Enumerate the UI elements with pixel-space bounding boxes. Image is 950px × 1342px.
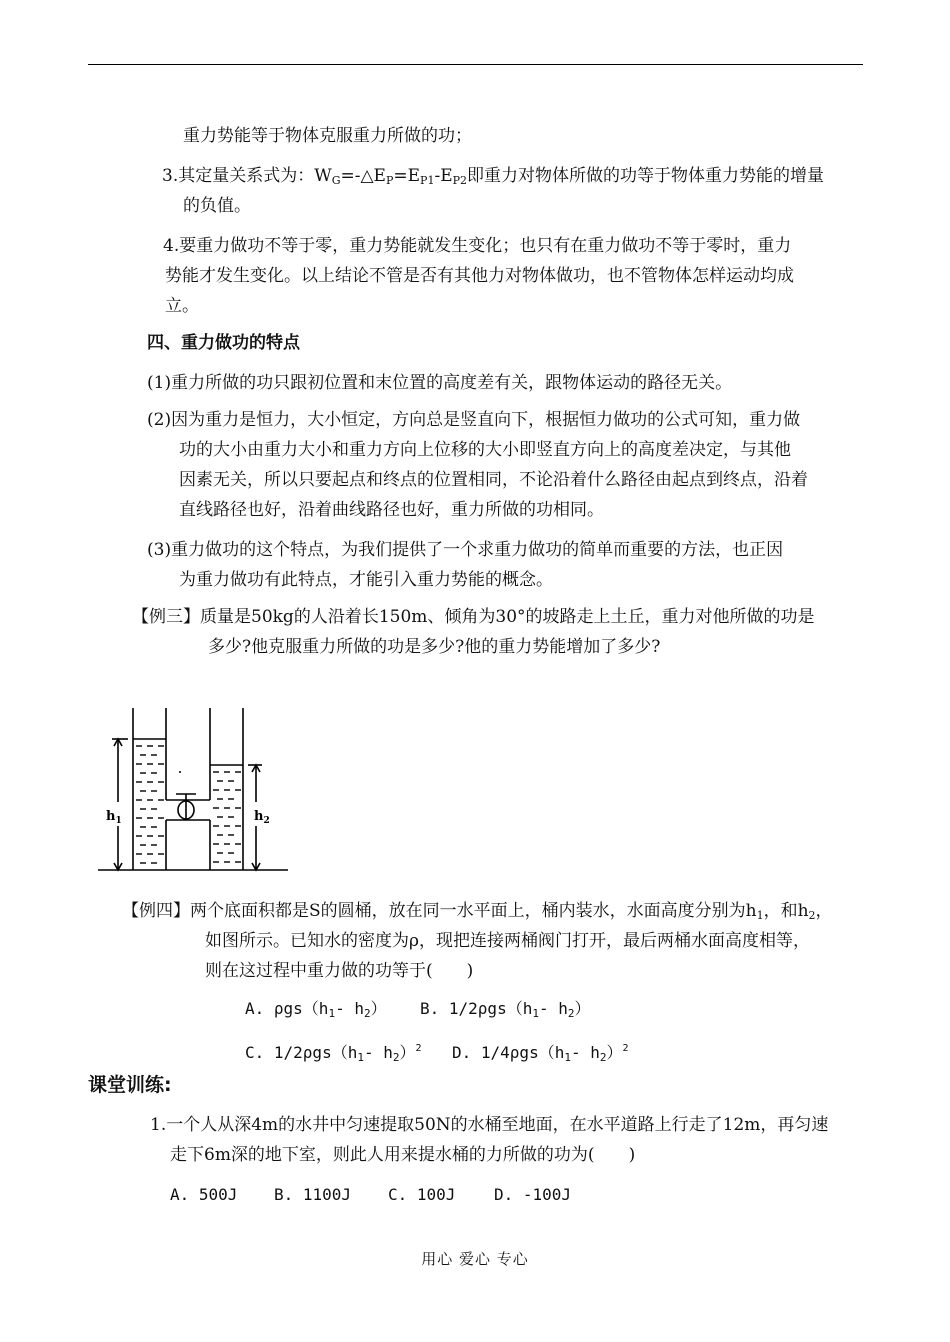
point-2-line-4: 直线路径也好，沿着曲线路径也好，重力所做的功相同。 bbox=[179, 500, 604, 520]
point-2-line-3: 因素无关，所以只要起点和终点的位置相同，不论沿着什么路径由起点到终点，沿着 bbox=[179, 470, 808, 490]
point-3-line-2: 为重力做功有此特点，才能引入重力势能的概念。 bbox=[179, 570, 553, 590]
example-4-line-3: 则在这过程中重力做的功等于( ) bbox=[205, 961, 474, 981]
example-4-line-2: 如图所示。已知水的密度为ρ，现把连接两桶阀门打开，最后两桶水面高度相等， bbox=[205, 931, 810, 951]
text-line: 重力势能等于物体克服重力所做的功； bbox=[183, 126, 472, 146]
item-4-line-3: 立。 bbox=[165, 296, 199, 316]
example-3-line-2: 多少?他克服重力所做的功是多少?他的重力势能增加了多少? bbox=[208, 637, 661, 657]
q1-option-c: C. 100J bbox=[388, 1185, 456, 1204]
item-3-line-2: 的负值。 bbox=[183, 196, 251, 216]
item-4-line-1: 4.要重力做功不等于零，重力势能就发生变化；也只有在重力做功不等于零时，重力 bbox=[163, 236, 792, 256]
point-3-line-1: (3)重力做功的这个特点，为我们提供了一个求重力做功的简单而重要的方法，也正因 bbox=[147, 540, 784, 560]
h2-label: $h_2$ bbox=[254, 809, 270, 826]
q1-option-b: B. 1100J bbox=[274, 1185, 352, 1204]
point-2-line-1: (2)因为重力是恒力，大小恒定，方向总是竖直向下，根据恒力做功的公式可知，重力做 bbox=[147, 410, 801, 430]
option-b: B. $1/2\rho gs(h_1-$ $h_2$） bbox=[420, 999, 591, 1020]
option-d: D. $1/4\rho gs(h_1-$ $h_2)^2$ bbox=[452, 1043, 629, 1064]
q1-option-a: A. 500J bbox=[170, 1185, 238, 1204]
section-heading: 四、重力做功的特点 bbox=[147, 333, 300, 353]
example-4-line-1: 【例四】两个底面积都是S的圆桶，放在同一水平面上，桶内装水，水面高度分别为$h_1$，和$h_2$， bbox=[122, 901, 833, 922]
page-footer: 用心 爱心 专心 bbox=[421, 1250, 529, 1268]
header-rule bbox=[88, 64, 863, 65]
point-1: (1)重力所做的功只跟初位置和末位置的高度差有关，跟物体运动的路径无关。 bbox=[147, 373, 733, 393]
item-4-line-2: 势能才发生变化。以上结论不管是否有其他力对物体做功，也不管物体怎样运动均成 bbox=[165, 266, 794, 286]
option-a: A. $\rho gs(h_1-$ $h_2$） bbox=[245, 999, 387, 1020]
question-1-line-2: 走下6m深的地下室，则此人用来提水桶的力所做的功为( ) bbox=[170, 1145, 636, 1165]
q1-option-d: D. -100J bbox=[494, 1185, 572, 1204]
point-2-line-2: 功的大小由重力大小和重力方向上位移的大小即竖直方向上的高度差决定，与其他 bbox=[179, 440, 791, 460]
item-3-line-1: 3.其定量关系式为：$W_G=-\triangle E_P=E_{P1}-E_{P2}$即重力对物体所做的功等于物体重力势能的增量 bbox=[162, 166, 825, 187]
option-c: C. $1/2\rho gs(h_1-$ $h_2)^2$ bbox=[245, 1043, 422, 1064]
practice-heading: 课堂训练: bbox=[88, 1074, 172, 1096]
h1-label: $h_1$ bbox=[106, 809, 122, 826]
example-3-line-1: 【例三】质量是50kg的人沿着长150m、倾角为30°的坡路走上土丘，重力对他所做的功是 bbox=[132, 607, 815, 627]
two-tanks-figure bbox=[96, 702, 292, 882]
question-1-line-1: 1.一个人从深4m的水井中匀速提取50N的水桶至地面，在水平道路上行走了12m，再匀速 bbox=[150, 1115, 829, 1135]
